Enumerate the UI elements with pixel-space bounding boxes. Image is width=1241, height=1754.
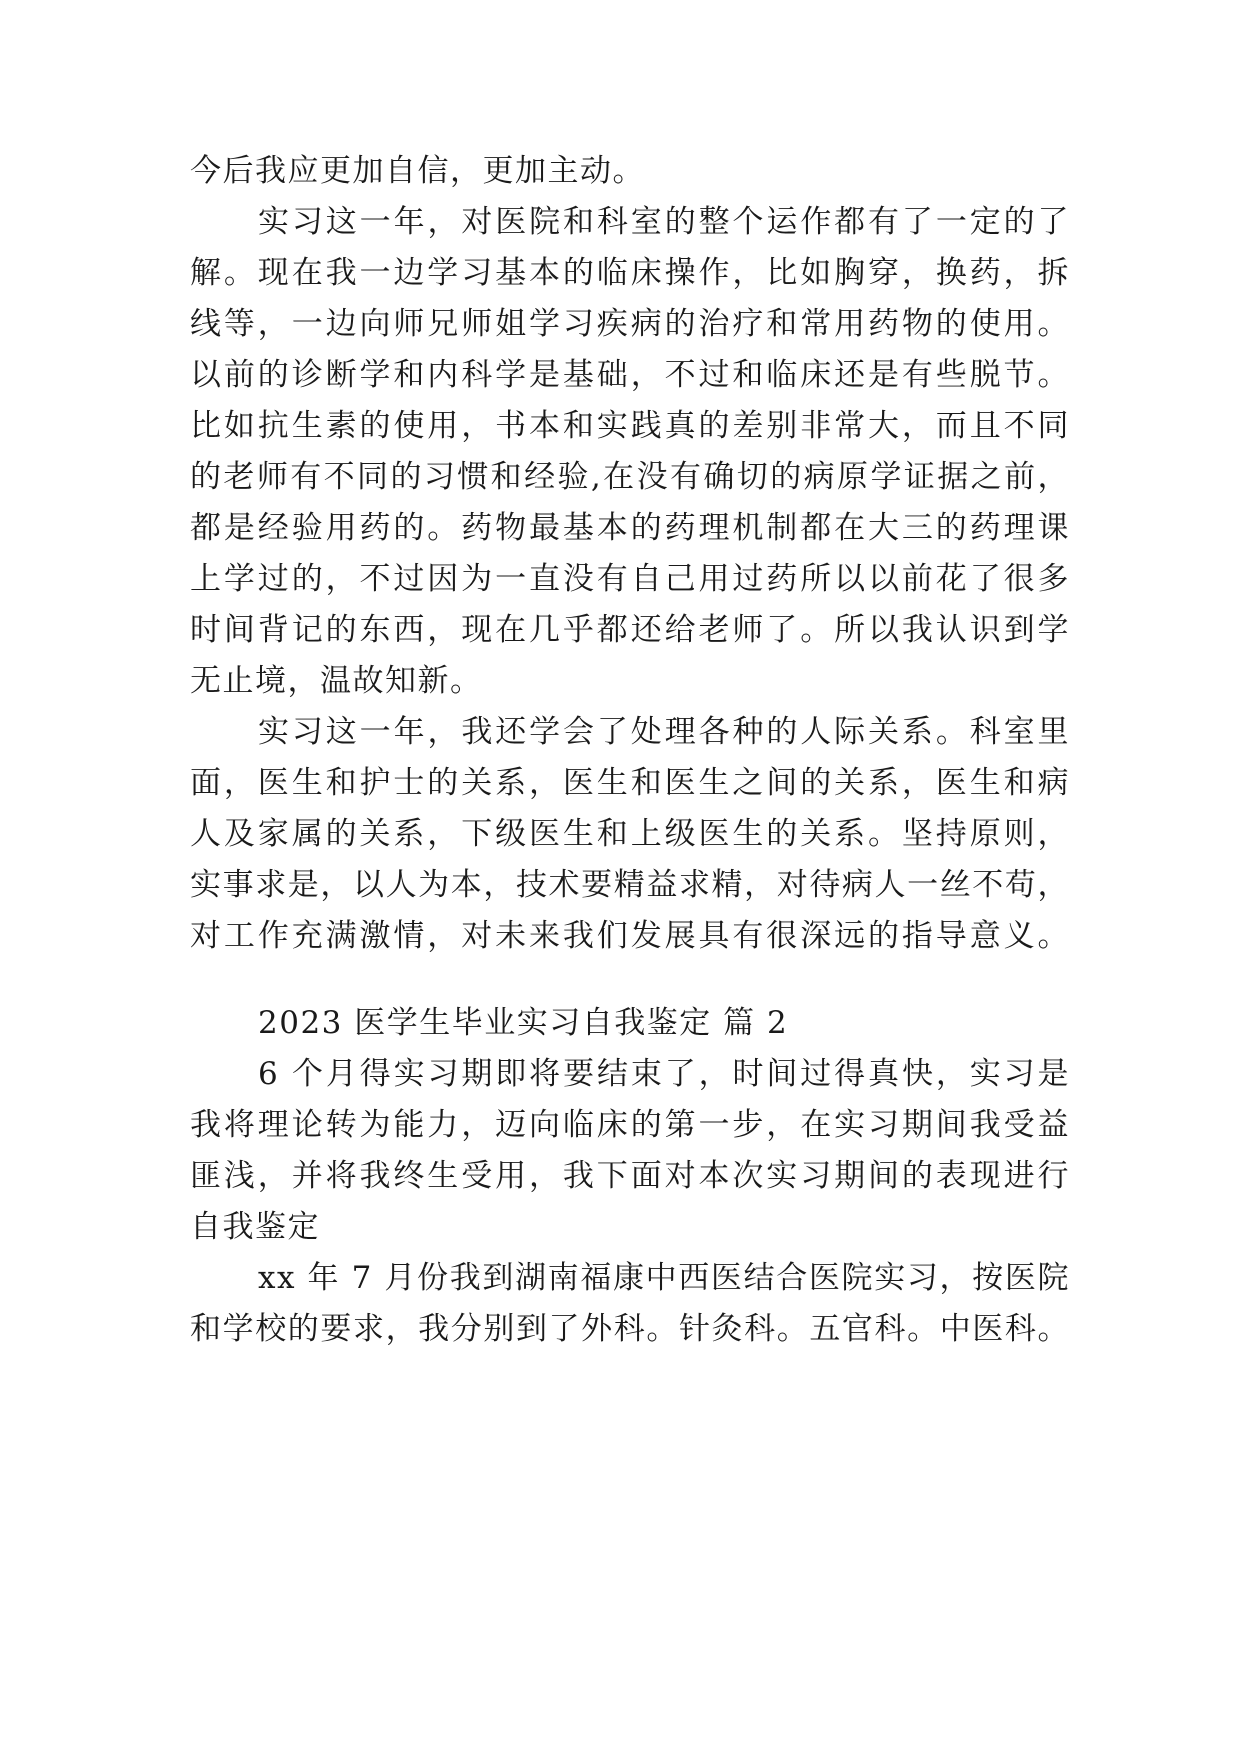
- paragraph-line: 上学过的，不过因为一直没有自己用过药所以以前花了很多: [190, 561, 1070, 597]
- paragraph-line: 和学校的要求，我分别到了外科。针灸科。五官科。中医科。: [190, 1311, 1070, 1347]
- paragraph-line: 对工作充满激情，对未来我们发展具有很深远的指导意义。: [190, 918, 1070, 954]
- paragraph-line: 实习这一年，我还学会了处理各种的人际关系。科室里: [258, 714, 1070, 750]
- paragraph-line: 今后我应更加自信，更加主动。: [190, 153, 645, 189]
- paragraph-line: 人及家属的关系，下级医生和上级医生的关系。坚持原则，: [190, 816, 1070, 852]
- paragraph-line: xx 年 7 月份我到湖南福康中西医结合医院实习，按医院: [258, 1260, 1070, 1296]
- paragraph-line: 自我鉴定: [190, 1209, 320, 1245]
- paragraph-line: 匪浅，并将我终生受用，我下面对本次实习期间的表现进行: [190, 1158, 1070, 1194]
- paragraph-line: 实事求是，以人为本，技术要精益求精，对待病人一丝不苟，: [190, 867, 1070, 903]
- paragraph-line: 解。现在我一边学习基本的临床操作，比如胸穿，换药，拆: [190, 255, 1070, 291]
- paragraph-line: 面，医生和护士的关系，医生和医生之间的关系，医生和病: [190, 765, 1070, 801]
- paragraph-line: 实习这一年，对医院和科室的整个运作都有了一定的了: [258, 204, 1070, 240]
- paragraph-line: 6 个月得实习期即将要结束了，时间过得真快，实习是: [258, 1056, 1070, 1092]
- paragraph-line: 以前的诊断学和内科学是基础，不过和临床还是有些脱节。: [190, 357, 1070, 393]
- paragraph-line: 我将理论转为能力，迈向临床的第一步，在实习期间我受益: [190, 1107, 1070, 1143]
- section-heading: 2023 医学生毕业实习自我鉴定 篇 2: [258, 1005, 789, 1041]
- paragraph-line: 的老师有不同的习惯和经验,在没有确切的病原学证据之前，: [190, 459, 1070, 495]
- paragraph-line: 无止境，温故知新。: [190, 663, 483, 699]
- paragraph-line: 都是经验用药的。药物最基本的药理机制都在大三的药理课: [190, 510, 1070, 546]
- paragraph-line: 线等，一边向师兄师姐学习疾病的治疗和常用药物的使用。: [190, 306, 1070, 342]
- paragraph-line: 比如抗生素的使用，书本和实践真的差别非常大，而且不同: [190, 408, 1070, 444]
- paragraph-line: 时间背记的东西，现在几乎都还给老师了。所以我认识到学: [190, 612, 1070, 648]
